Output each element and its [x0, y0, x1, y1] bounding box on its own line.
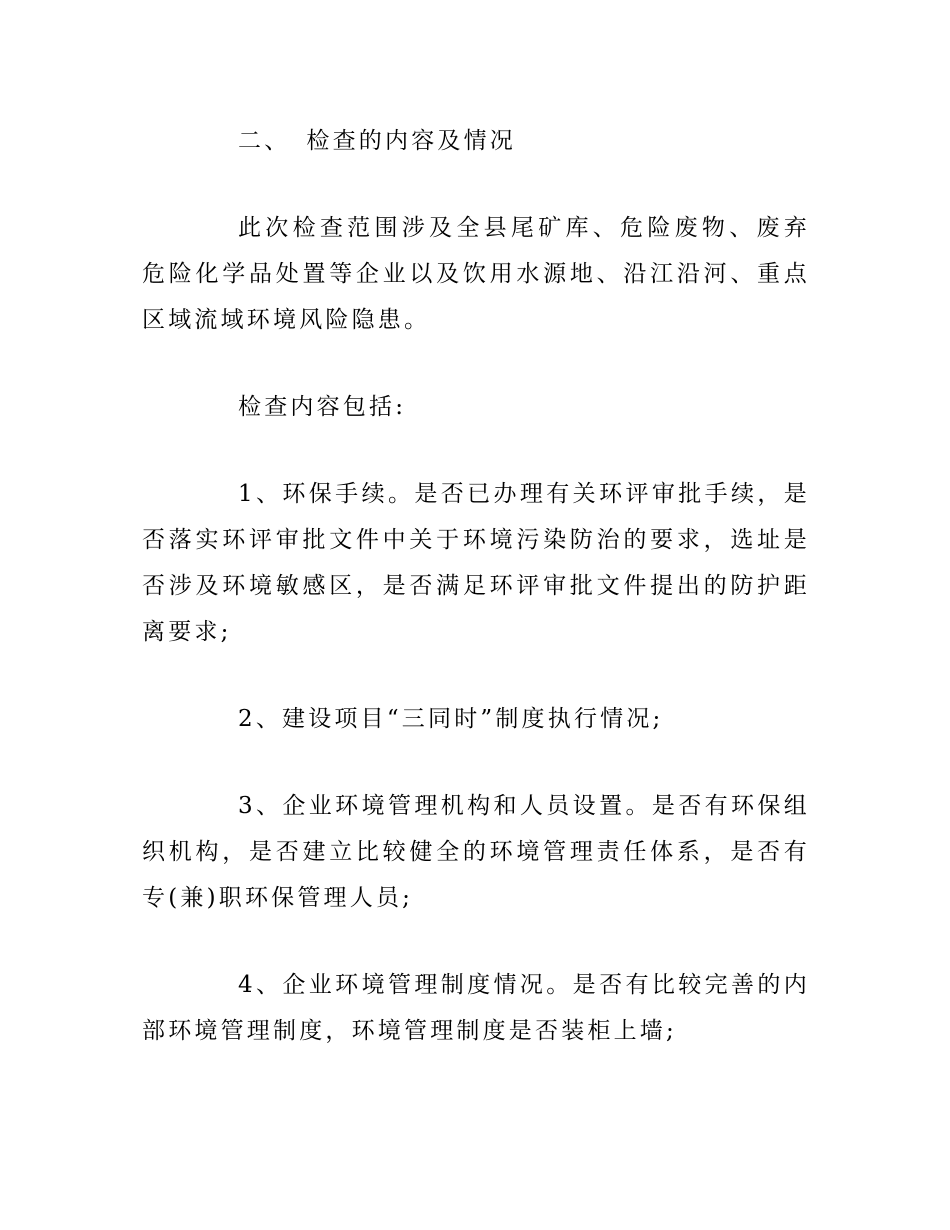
- paragraph-item-4: 4、企业环境管理制度情况。是否有比较完善的内部环境管理制度，环境管理制度是否装柜上墙;: [142, 972, 810, 1044]
- document-body: [142, 118, 810, 1054]
- paragraph-item-1: 1、环保手续。是否已办理有关环评审批手续，是否落实环评审批文件中关于环境污染防治的要求，选址是否涉及环境敏感区，是否满足环评审批文件提出的防护距离要求;: [142, 481, 810, 645]
- paragraph-item-3: 3、企业环境管理机构和人员设置。是否有环保组织机构，是否建立比较健全的环境管理责任体系，是否有专(兼)职环保管理人员;: [142, 793, 810, 911]
- paragraph-content-intro: 检查内容包括:: [238, 394, 407, 420]
- section-number: 二、: [238, 128, 291, 154]
- section-title: 检查的内容及情况: [306, 128, 517, 154]
- paragraph-scope: 此次检查范围涉及全县尾矿库、危险废物、废弃危险化学品处置等企业以及饮用水源地、沿江沿河、重点区域流域环境风险隐患。: [142, 215, 810, 333]
- section-heading: [142, 118, 810, 164]
- paragraph-item-2: 2、建设项目“三同时”制度执行情况;: [238, 706, 664, 732]
